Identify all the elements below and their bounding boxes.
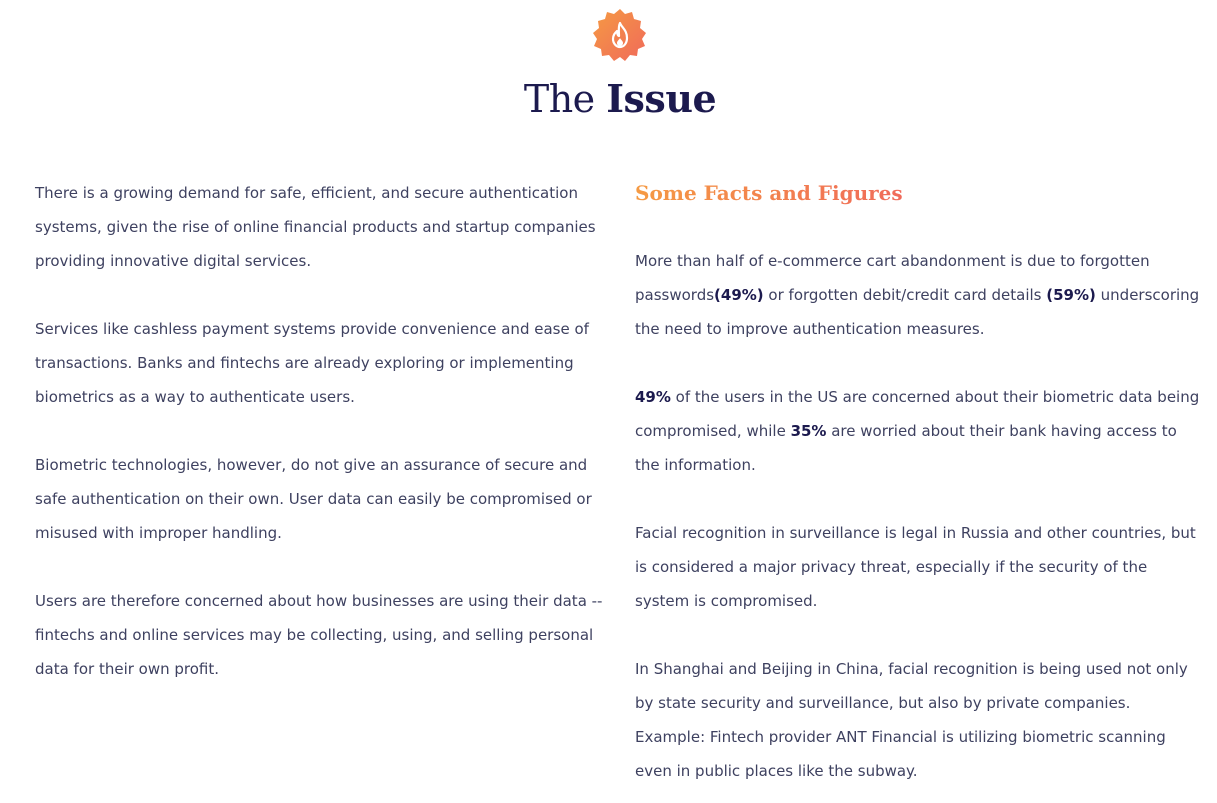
fact-1 [635, 244, 1205, 346]
issue-paragraph-1: There is a growing demand for safe, efficient, and secure authentication systems, given the rise of online financial products and startup companies providing innovative digital services. [35, 184, 596, 270]
issue-paragraph-4: Users are therefore concerned about how businesses are using their data -- fintechs and online services may be collecting, using, and selling personal data for their own profit. [35, 592, 603, 678]
fact-1-text-c: underscoring the need to improve authentication measures. [635, 286, 1200, 338]
fact-2-text-a: of the users in the US are concerned about their biometric data being compromised, while [635, 388, 1200, 440]
page-title [0, 76, 1217, 121]
issue-paragraph-2: Services like cashless payment systems provide convenience and ease of transactions. Banks and fintechs are already exploring or implementing biometrics as a way to authenticate users. [35, 320, 589, 406]
fact-2-stat-bank: 35% [790, 422, 827, 440]
fact-2-text-b: are worried about their bank having access to the information. [635, 422, 1177, 474]
fact-2-stat-biometric: 49% [635, 388, 671, 406]
issue-description-column [35, 176, 605, 720]
fact-4: In Shanghai and Beijing in China, facial recognition is being used not only by state security and surveillance, but also by private companies. Example: Fintech provider ANT Financial is utilizing biometric scanning even in public places like the subway. [635, 660, 1188, 780]
fact-1-text-a: More than half of e-commerce cart abandonment is due to forgotten passwords [635, 252, 1150, 304]
facts-heading: Some Facts and Figures [635, 176, 903, 210]
flame-icon [592, 8, 648, 64]
issue-paragraph-3: Biometric technologies, however, do not give an assurance of secure and safe authentication on their own. User data can easily be compromised or misused with improper handling. [35, 456, 592, 542]
title-light: The [523, 77, 595, 121]
fact-3: Facial recognition in surveillance is legal in Russia and other countries, but is considered a major privacy threat, especially if the security of the system is compromised. [635, 524, 1196, 610]
fact-1-stat-passwords: (49%) [714, 286, 764, 304]
fact-1-text-b: or forgotten debit/credit card details [763, 286, 1047, 304]
fact-1-stat-card-details: (59%) [1046, 286, 1096, 304]
title-bold: Issue [606, 76, 717, 121]
facts-column [635, 176, 1205, 803]
fact-2 [635, 380, 1205, 482]
